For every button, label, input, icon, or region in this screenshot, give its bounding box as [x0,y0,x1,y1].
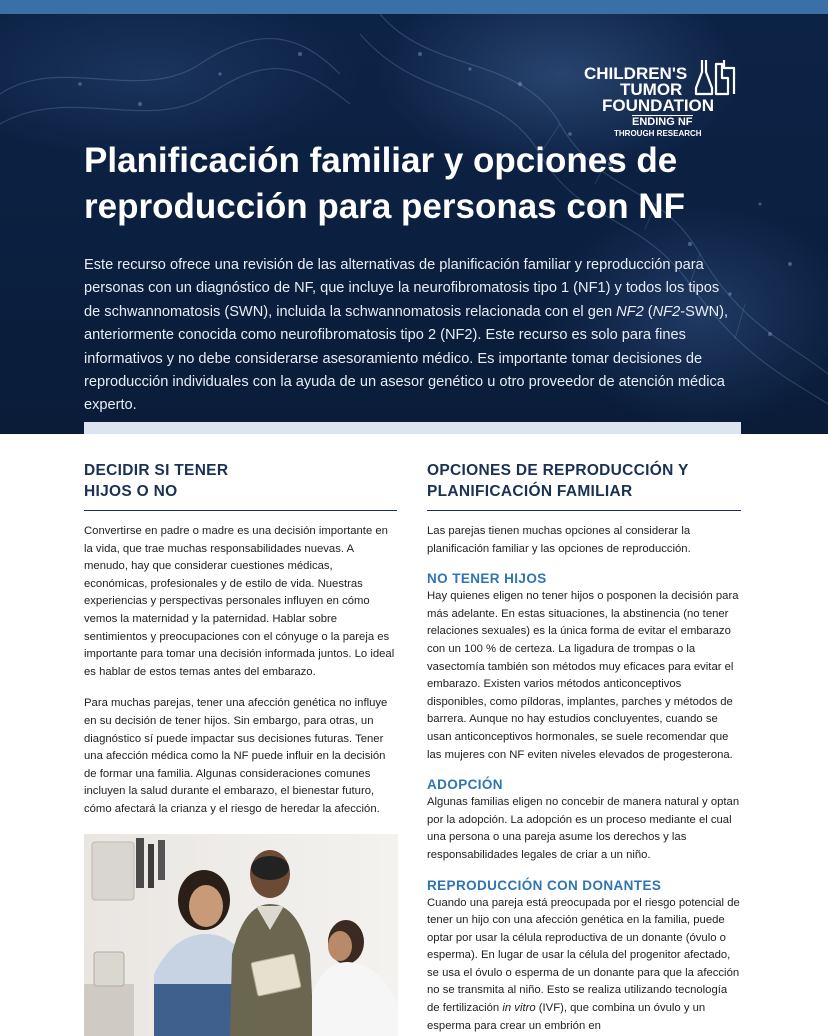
page-title: Planificación familiar y opciones de reproducción para personas con NF [84,141,685,226]
logo-subtagline: THROUGH RESEARCH [614,129,702,138]
flask-icon [694,58,738,98]
top-accent-bar [0,0,828,14]
left-paragraph-2: Para muchas parejas, tener una afección genética no influye en su decisión de tener hijos. Sin embargo, para otras, un diagnóstico sí puede impactar sus decisiones futuras. Tener una afección médica como la NF puede influir en la decisión de formar una familia. Algunas consideraciones comunes incluyen la salud durante el embarazo, el bienestar futuro, cómo afectará la crianza y el riesgo de heredar la afección. [84,697,388,815]
donor-text-2: (IVF), que combina un óvulo y un esperma para crear un embrión en [427,1002,706,1032]
section-title: ADOPCIÓN [427,777,503,793]
intro-gene-name: NF2 [616,303,644,320]
intro-gene-name-2: NF2 [652,303,681,320]
childrens-tumor-foundation-logo [584,58,744,138]
section-text: Hay quienes eligen no tener hijos o posponen la decisión para más adelante. En estas situaciones, la abstinencia (no tener relaciones sexuales) es la única forma de evitar el embarazo con un 100 % de certeza. La ligadura de trompas o la vasectomía también son métodos muy eficaces para evitar el embarazo. Existen varios métodos anticonceptivos disponibles, como píldoras, implantes, parches y métodos de barrera. Aunque no hay estudios concluyentes, cuando se usan anticonceptivos hormonales, se suele recomendar que las mujeres con NF eviten niveles elevados de progesterona. [427,590,739,761]
logo-line-2: TUMOR [620,80,683,99]
donor-text-italic: in vitro [502,1002,536,1015]
right-intro: Las parejas tienen muchas opciones al considerar la planificación familiar y las opciones de reproducción. [427,525,691,555]
section-divider-bar [84,422,741,434]
section-adoption [427,776,741,864]
intro-text-2: ( [643,303,653,320]
right-heading-rule [427,510,741,511]
left-paragraph-1: Convertirse en padre o madre es una decisión importante en la vida, que trae muchas responsabilidades nuevas. A menudo, hay que considerar cuestiones médicas, económicas, profesionales y de estilo de vida. Nuestras experiencias y perspectivas personales influyen en cómo vemos la maternidad y la paternidad. Hablar sobre sentimientos y preocupaciones con el cónyuge o la pareja es importante para tomar una decisión informada juntos. Lo ideal es hablar de estos temas antes del embarazo. [84,525,395,678]
intro-text-1: Este recurso ofrece una revisión de las alternativas de planificación familiar y reproducción para personas con un diagnóstico de NF, que incluye la neurofibromatosis tipo 1 (NF1) y todos los tipos de schwannomatosis (SWN), incluida la schwannomatosis relacionada con el gen [84,257,720,320]
right-column [427,460,741,1035]
section-text [427,895,741,1036]
logo-tagline: ENDING NF [632,116,693,128]
hero-banner [0,14,828,434]
left-heading: DECIDIR SI TENER HIJOS O NO [84,462,229,500]
donor-text-1: Cuando una pareja está preocupada por el riesgo potencial de tener un hijo con una afección genética en la familia, puede optar por usar la célula reproductiva de un donante (óvulo o esperma). En lugar de usar la célula del progenitor afectado, se usa el óvulo o esperma de un donante para que la afección no se transmita al niño. Esto se realiza utilizando tecnología de fertilización [427,896,740,1015]
section-title: REPRODUCCIÓN CON DONANTES [427,877,662,893]
section-text: Algunas familias eligen no concebir de manera natural y optan por la adopción. La adopción es un proceso mediante el cual una persona o una pareja asume los derechos y las responsabilidades legales de criar a un niño. [427,796,740,861]
right-heading: OPCIONES DE REPRODUCCIÓN Y PLANIFICACIÓN FAMILIAR [427,462,689,500]
intro-text-3: -SWN), anteriormente conocida como neurofibromatosis tipo 2 (NF2). Este recurso es solo para fines informativos y no debe considerarse asesoramiento médico. Es importante tomar decisiones de reproducción individuales con la ayuda de un asesor genético u otro proveedor de atención médica experto. [84,303,729,414]
family-consultation-photo [84,834,398,1036]
section-no-children [427,570,741,764]
logo-line-1: CHILDREN'S [584,64,688,83]
intro-paragraph [84,254,734,418]
left-heading-rule [84,510,397,511]
logo-line-3: FOUNDATION [602,96,715,115]
section-donor-reproduction [427,877,741,1036]
section-title: NO TENER HIJOS [427,571,547,587]
left-column [84,460,397,819]
